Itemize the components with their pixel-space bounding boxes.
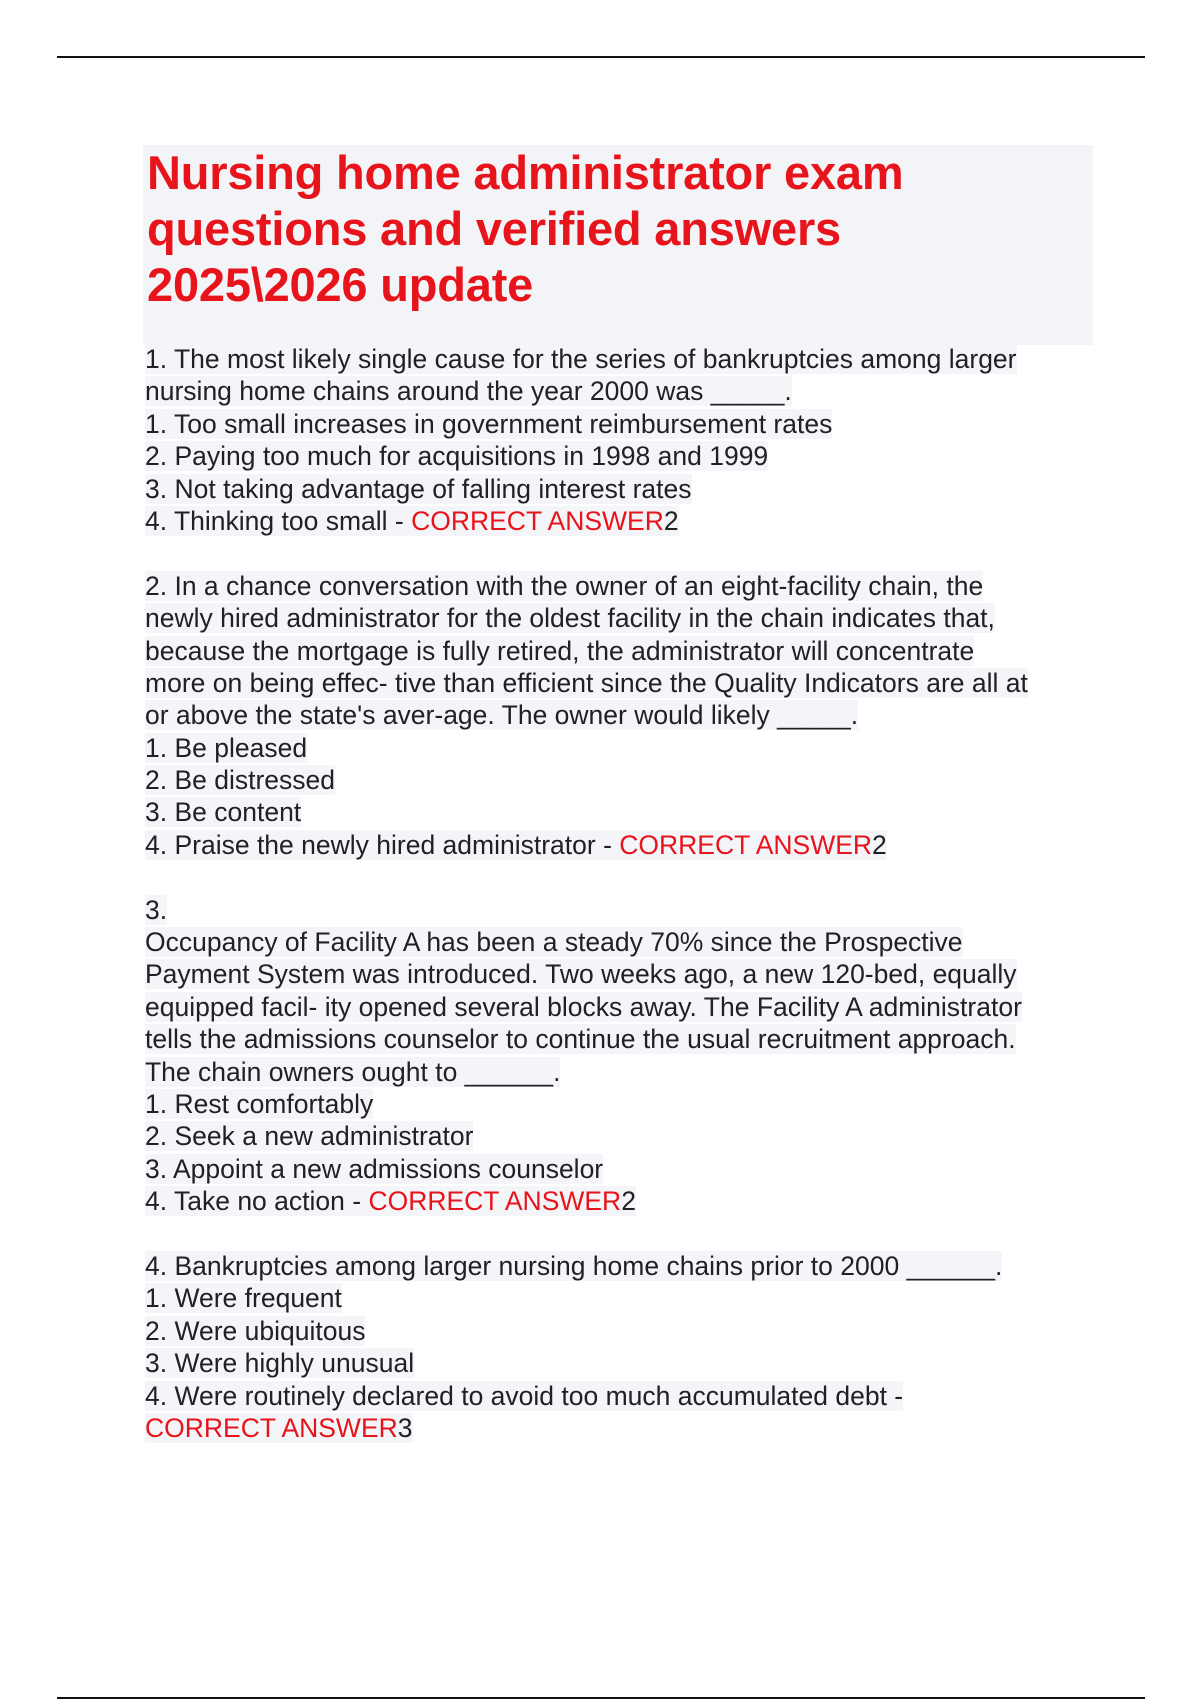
correct-answer-value: 3 — [397, 1412, 413, 1443]
correct-answer-label: CORRECT ANSWER — [411, 505, 664, 536]
answer-option: 2. Be distressed — [145, 765, 336, 796]
question-text-line: equipped facil- ity opened several blocks away. The Facility A administrator — [145, 991, 1022, 1022]
question-text-line: tells the admissions counselor to continue the usual recruitment approach. — [145, 1024, 1016, 1055]
answer-option: 3. Were highly unusual — [145, 1348, 415, 1379]
question-text-line: Occupancy of Facility A has been a steady 70% since the Prospective — [145, 927, 963, 958]
answer-option: 3. Be content — [145, 797, 302, 828]
correct-answer-value: 2 — [872, 829, 887, 860]
answer-option: 1. Were frequent — [145, 1283, 342, 1314]
answer-option: 2. Were ubiquitous — [145, 1315, 366, 1346]
answer-option-with-correct: 4. Praise the newly hired administrator - CORRECT ANSWER2 — [145, 829, 887, 860]
question-text-line: because the mortgage is fully retired, the administrator will concentrate — [145, 635, 975, 666]
correct-answer-label: CORRECT ANSWER — [368, 1186, 622, 1217]
answer-option: 2. Seek a new administrator — [145, 1121, 474, 1152]
question-text-line: 4. Bankruptcies among larger nursing home chains prior to 2000 ______. — [145, 1250, 1003, 1281]
correct-answer-label: CORRECT ANSWER — [145, 1412, 398, 1443]
question-4 — [145, 1250, 1095, 1444]
answer-option-with-correct: 4. Take no action - CORRECT ANSWER2 — [145, 1186, 636, 1217]
title-line: Nursing home administrator exam — [147, 146, 904, 199]
question-text-line: newly hired administrator for the oldest facility in the chain indicates that, — [145, 603, 995, 634]
document-title — [143, 145, 1093, 345]
question-text-line: or above the state's aver-age. The owner would likely _____. — [145, 700, 859, 731]
bottom-rule — [57, 1697, 1145, 1699]
question-text-line: nursing home chains around the year 2000 was _____. — [145, 376, 792, 407]
correct-answer-value: 2 — [621, 1186, 636, 1217]
question-text-line: Payment System was introduced. Two weeks ago, a new 120-bed, equally — [145, 959, 1017, 990]
correct-answer-value: 2 — [663, 505, 679, 536]
answer-option: 3. Not taking advantage of falling interest rates — [145, 473, 692, 504]
question-text-line: 2. In a chance conversation with the owner of an eight-facility chain, the — [145, 570, 984, 601]
answer-option: 1. Too small increases in government reimbursement rates — [145, 408, 833, 439]
answer-option: 3. Appoint a new admissions counselor — [145, 1153, 604, 1184]
question-text-line: more on being effec- tive than efficient since the Quality Indicators are all at — [145, 667, 1028, 698]
answer-option: 1. Rest comfortably — [145, 1088, 374, 1119]
question-text-line: 1. The most likely single cause for the series of bankruptcies among larger — [145, 344, 1017, 374]
question-3 — [145, 894, 1095, 1218]
question-1 — [145, 343, 1095, 537]
answer-option: 1. Be pleased — [145, 732, 308, 763]
question-2 — [145, 570, 1095, 862]
question-text-line: 3. — [145, 894, 168, 925]
correct-answer-line — [145, 1412, 1095, 1444]
title-line: questions and verified answers — [147, 202, 841, 255]
title-line: 2025\2026 update — [147, 258, 534, 311]
question-list — [145, 343, 1095, 1444]
answer-option-with-correct: 4. Thinking too small - CORRECT ANSWER2 — [145, 505, 679, 536]
answer-option: 4. Were routinely declared to avoid too much accumulated debt - — [145, 1380, 904, 1411]
answer-option: 2. Paying too much for acquisitions in 1998 and 1999 — [145, 441, 769, 472]
top-rule — [57, 56, 1145, 58]
question-text-line: The chain owners ought to ______. — [145, 1056, 561, 1087]
correct-answer-label: CORRECT ANSWER — [619, 829, 873, 860]
